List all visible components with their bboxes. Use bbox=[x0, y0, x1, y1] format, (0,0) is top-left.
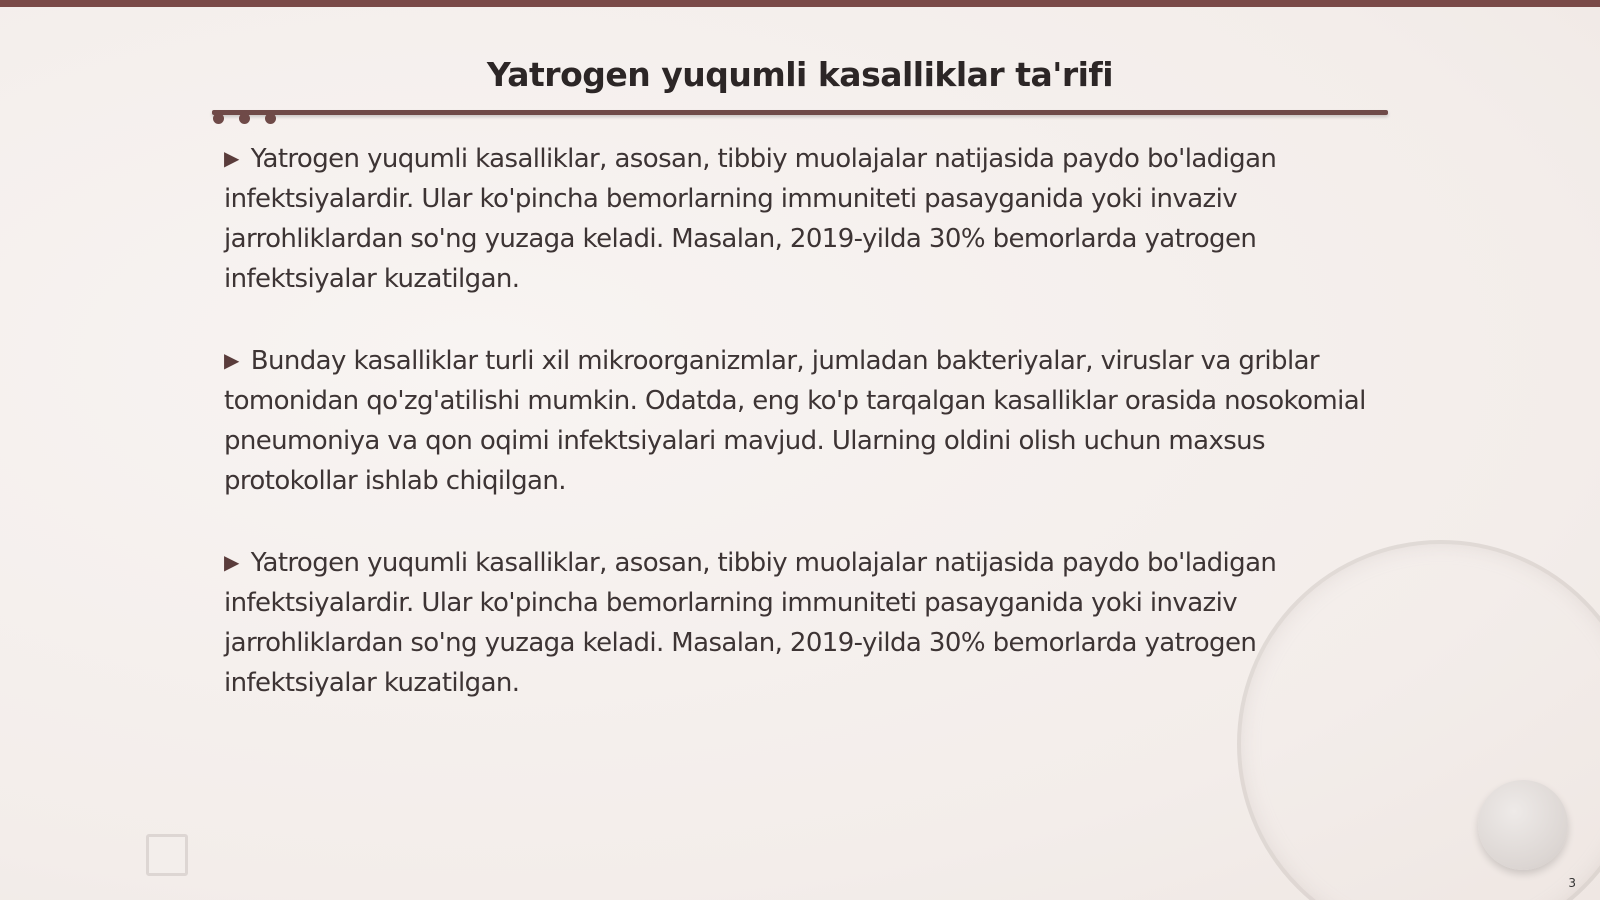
slide-title: Yatrogen yuqumli kasalliklar ta'rifi bbox=[486, 55, 1114, 94]
bullet-text: Yatrogen yuqumli kasalliklar, asosan, tibbiy muolajalar natijasida paydo bo'ladigan infektsiyalardir. Ular ko'pincha bemorlarning immuniteti pasayganida yoki invaziv jarrohliklardan so'ng yuzaga keladi. Masalan, 2019-yilda 30% bemorlarda yatrogen infektsiyalar kuzatilgan. bbox=[224, 548, 1277, 698]
top-accent-bar bbox=[0, 0, 1600, 7]
decorative-square bbox=[146, 834, 188, 876]
decorative-circle bbox=[1478, 780, 1568, 870]
rule-dot bbox=[213, 113, 224, 124]
triangle-bullet-icon: ▶ bbox=[224, 146, 239, 170]
bullet-item bbox=[224, 542, 1374, 703]
bullet-text: Yatrogen yuqumli kasalliklar, asosan, tibbiy muolajalar natijasida paydo bo'ladigan infektsiyalardir. Ular ko'pincha bemorlarning immuniteti pasayganida yoki invaziv jarrohliklardan so'ng yuzaga keladi. Masalan, 2019-yilda 30% bemorlarda yatrogen infektsiyalar kuzatilgan. bbox=[224, 144, 1277, 294]
bullet-list bbox=[224, 138, 1374, 744]
triangle-bullet-icon: ▶ bbox=[224, 348, 239, 372]
bullet-item bbox=[224, 138, 1374, 299]
title-underline bbox=[212, 110, 1388, 115]
bullet-item bbox=[224, 340, 1374, 501]
rule-dot bbox=[265, 113, 276, 124]
rule-dot bbox=[239, 113, 250, 124]
bullet-text: Bunday kasalliklar turli xil mikroorganizmlar, jumladan bakteriyalar, viruslar va griblar tomonidan qo'zg'atilishi mumkin. Odatda, eng ko'p tarqalgan kasalliklar orasida nosokomial pneumoniya va qon oqimi infektsiyalari mavjud. Ularning oldini olish uchun maxsus protokollar ishlab chiqilgan. bbox=[224, 346, 1366, 496]
page-number: 3 bbox=[1568, 876, 1576, 890]
triangle-bullet-icon: ▶ bbox=[224, 550, 239, 574]
